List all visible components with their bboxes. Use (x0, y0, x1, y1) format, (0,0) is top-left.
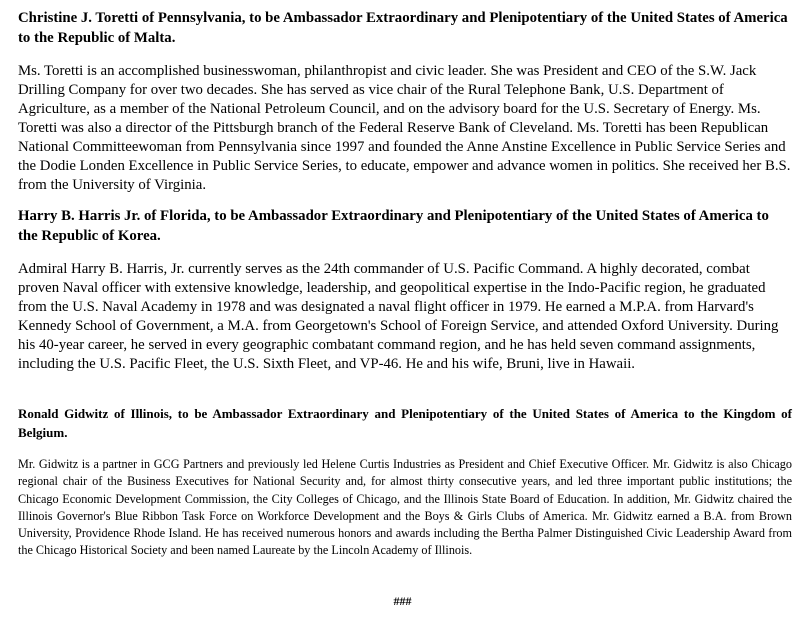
nominee-bio-toretti: Ms. Toretti is an accomplished businesswoman, philanthropist and civic leader. She was President and CEO of the S.W. Jack Drilling Company for over two decades. She has served as vice chair of the Rural Telephone Bank, U.S. Department of Agriculture, as a member of the National Petroleum Council, and on the advisory board for the U.S. Secretary of Energy. Ms. Toretti was also a director of the Pittsburgh branch of the Federal Reserve Bank of Cleveland. Ms. Toretti has been Republican National Committeewoman from Pennsylvania since 1997 and founded the Anne Anstine Excellence in Public Service Series and the Dodie Londen Excellence in Public Service Series, to educate, empower and advance women in politics. She received her B.S. from the University of Virginia. (18, 63, 791, 193)
nominee-heading-toretti: Christine J. Toretti of Pennsylvania, to be Ambassador Extraordinary and Plenipotentiary of the United States of America to the Republic of Malta. (18, 10, 788, 46)
nominee-heading-gidwitz: Ronald Gidwitz of Illinois, to be Ambassador Extraordinary and Plenipotentiary of the United States of America to the Kingdom of Belgium. (18, 406, 792, 440)
nominee-bio-gidwitz: Mr. Gidwitz is a partner in GCG Partners and previously led Helene Curtis Industries as President and Chief Executive Officer. Mr. Gidwitz is also Chicago regional chair of the Business Executives for National Security and, for almost thirty consecutive years, and led three important public institutions; the Chicago Economic Development Commission, the City Colleges of Chicago, and the Illinois State Board of Education. In addition, Mr. Gidwitz chaired the Illinois Governor's Blue Ribbon Task Force on Workforce Development and the Boys & Girls Clubs of America. Mr. Gidwitz earned a B.A. from Brown University, Providence Rhode Island. He has received numerous honors and awards including the Bertha Palmer Distinguished Civic Leadership Award from the Chicago Historical Society and been named Laureate by the Lincoln Academy of Illinois. (18, 457, 792, 558)
nominee-heading-harris: Harry B. Harris Jr. of Florida, to be Ambassador Extraordinary and Plenipotentiary of the United States of America to the Republic of Korea. (18, 208, 769, 244)
nominee-bio-harris: Admiral Harry B. Harris, Jr. currently serves as the 24th commander of U.S. Pacific Command. A highly decorated, combat proven Naval officer with extensive knowledge, leadership, and geopolitical expertise in the Indo-Pacific region, he graduated from the U.S. Naval Academy in 1978 and was designated a naval flight officer in 1979. He earned a M.P.A. from Harvard's Kennedy School of Government, a M.A. from Georgetown's School of Foreign Service, and attended Oxford University. During his 40-year career, he served in every geographic combatant command region, and he has held seven command assignments, including the U.S. Pacific Fleet, the U.S. Sixth Fleet, and VP-46. He and his wife, Bruni, live in Hawaii. (18, 261, 779, 372)
end-mark: ### (393, 594, 412, 608)
